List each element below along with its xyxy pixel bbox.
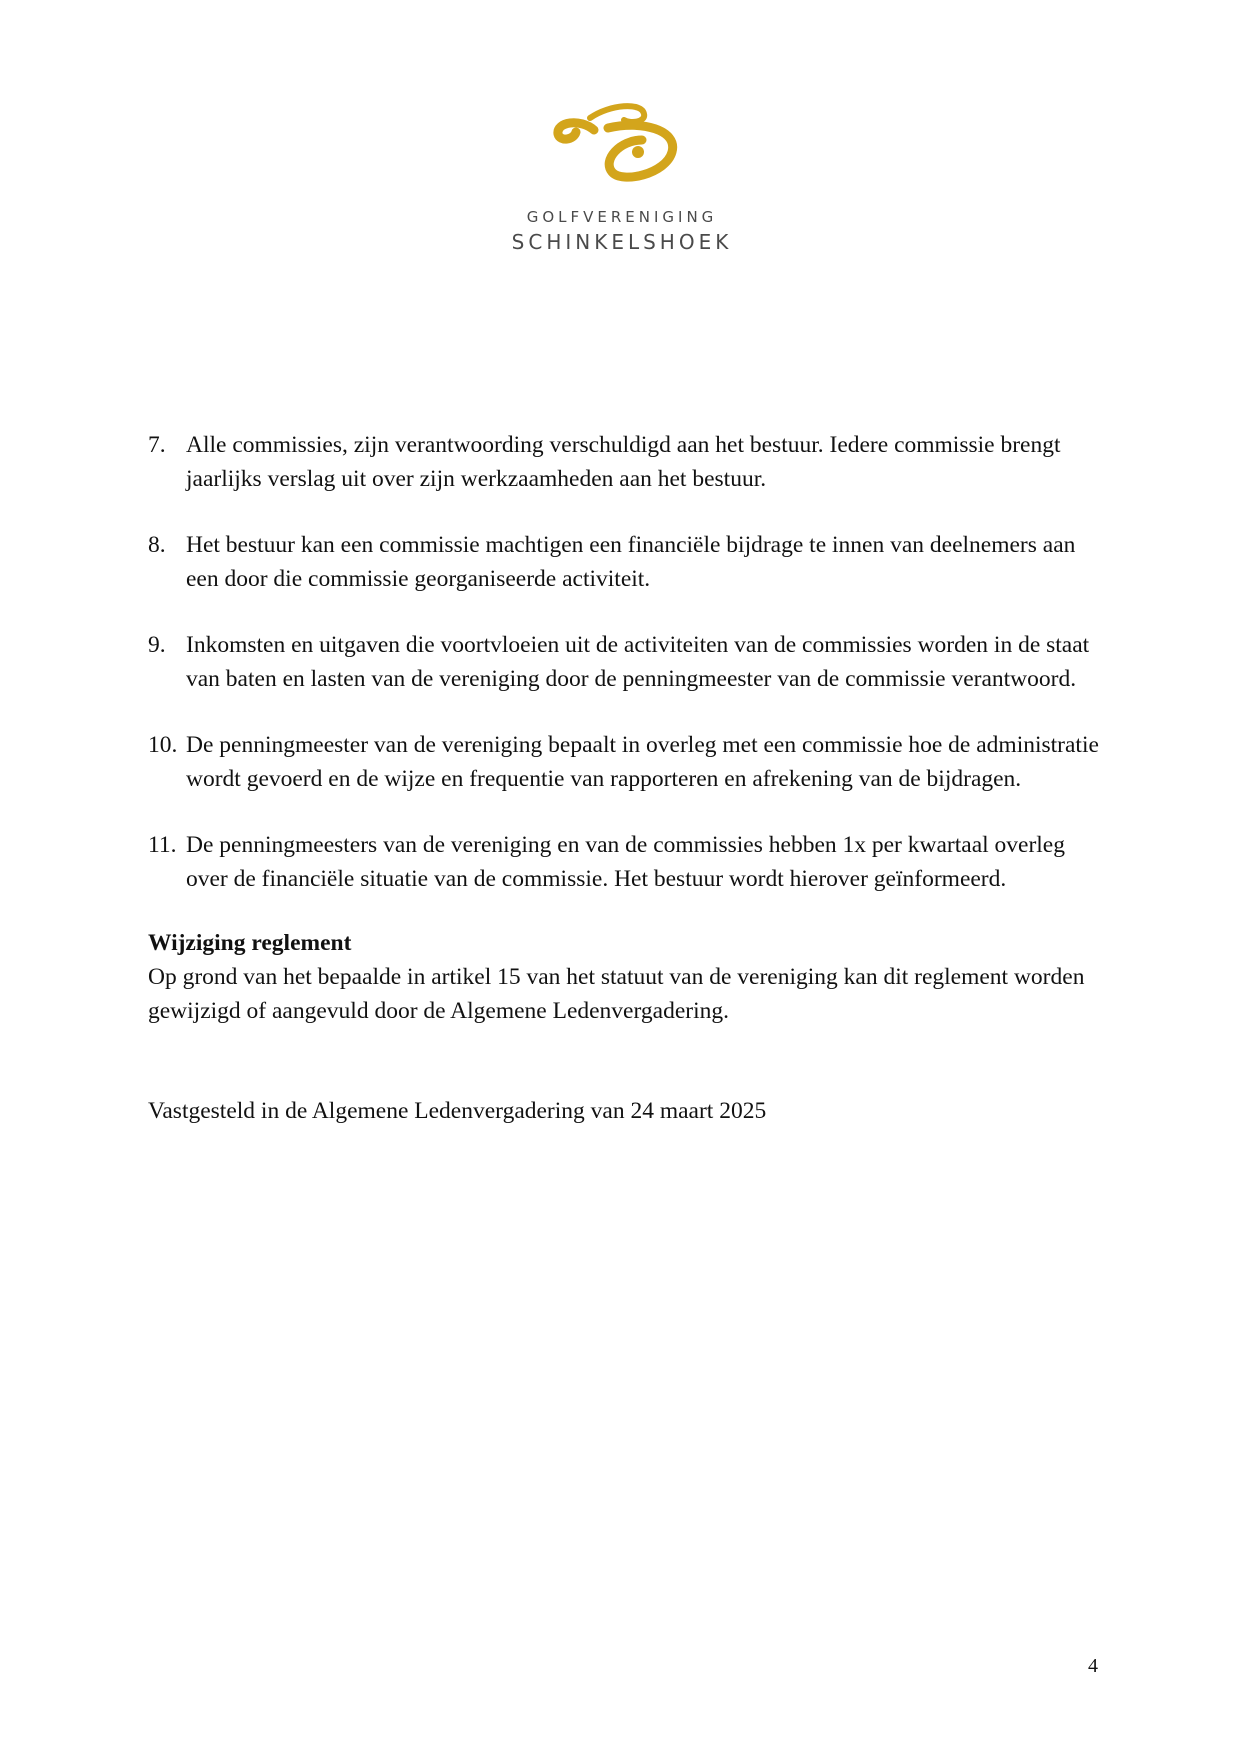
- list-item: [148, 528, 1108, 596]
- logo-line-golfvereniging: GOLFVERENIGING: [526, 208, 718, 226]
- item-number: 8.: [148, 532, 166, 558]
- article-list: [148, 428, 1108, 896]
- item-number: 7.: [148, 432, 166, 458]
- list-item: [148, 628, 1108, 696]
- list-item: [148, 428, 1108, 496]
- item-text: Inkomsten en uitgaven die voortvloeien uit de activiteiten van de commissies worden in de staat van baten en lasten van de vereniging door de penningmeester van de commissie verantwoord.: [186, 632, 1090, 692]
- item-number: 10.: [148, 732, 178, 758]
- logo-line-schinkelshoek: SCHINKELSHOEK: [511, 230, 733, 254]
- document-body: [148, 428, 1108, 1152]
- section-body: Op grond van het bepaalde in artikel 15 van het statuut van de vereniging kan dit reglement worden gewijzigd of aangevuld door de Algemene Ledenvergadering.: [148, 964, 1085, 1024]
- golf-club-emblem-icon: [550, 100, 690, 196]
- list-item: [148, 728, 1108, 796]
- item-text: De penningmeesters van de vereniging en van de commissies hebben 1x per kwartaal overleg over de financiële situatie van de commissie. Het bestuur wordt hierover geïnformeerd.: [186, 832, 1065, 892]
- list-item: [148, 828, 1108, 896]
- item-text: De penningmeester van de vereniging bepaalt in overleg met een commissie hoe de administratie wordt gevoerd en de wijze en frequentie van rapporteren en afrekening van de bijdragen.: [186, 732, 1099, 792]
- item-number: 9.: [148, 632, 166, 658]
- adoption-statement: Vastgesteld in de Algemene Ledenvergadering van 24 maart 2025: [148, 1098, 767, 1124]
- page-number: 4: [1088, 1655, 1098, 1677]
- item-number: 11.: [148, 832, 177, 858]
- item-text: Het bestuur kan een commissie machtigen een financiële bijdrage te innen van deelnemers aan een door die commissie georganiseerde activiteit.: [186, 532, 1076, 592]
- club-logo: [0, 100, 1240, 254]
- item-text: Alle commissies, zijn verantwoording verschuldigd aan het bestuur. Iedere commissie brengt jaarlijks verslag uit over zijn werkzaamheden aan het bestuur.: [186, 432, 1061, 492]
- section-heading: Wijziging reglement: [148, 930, 352, 956]
